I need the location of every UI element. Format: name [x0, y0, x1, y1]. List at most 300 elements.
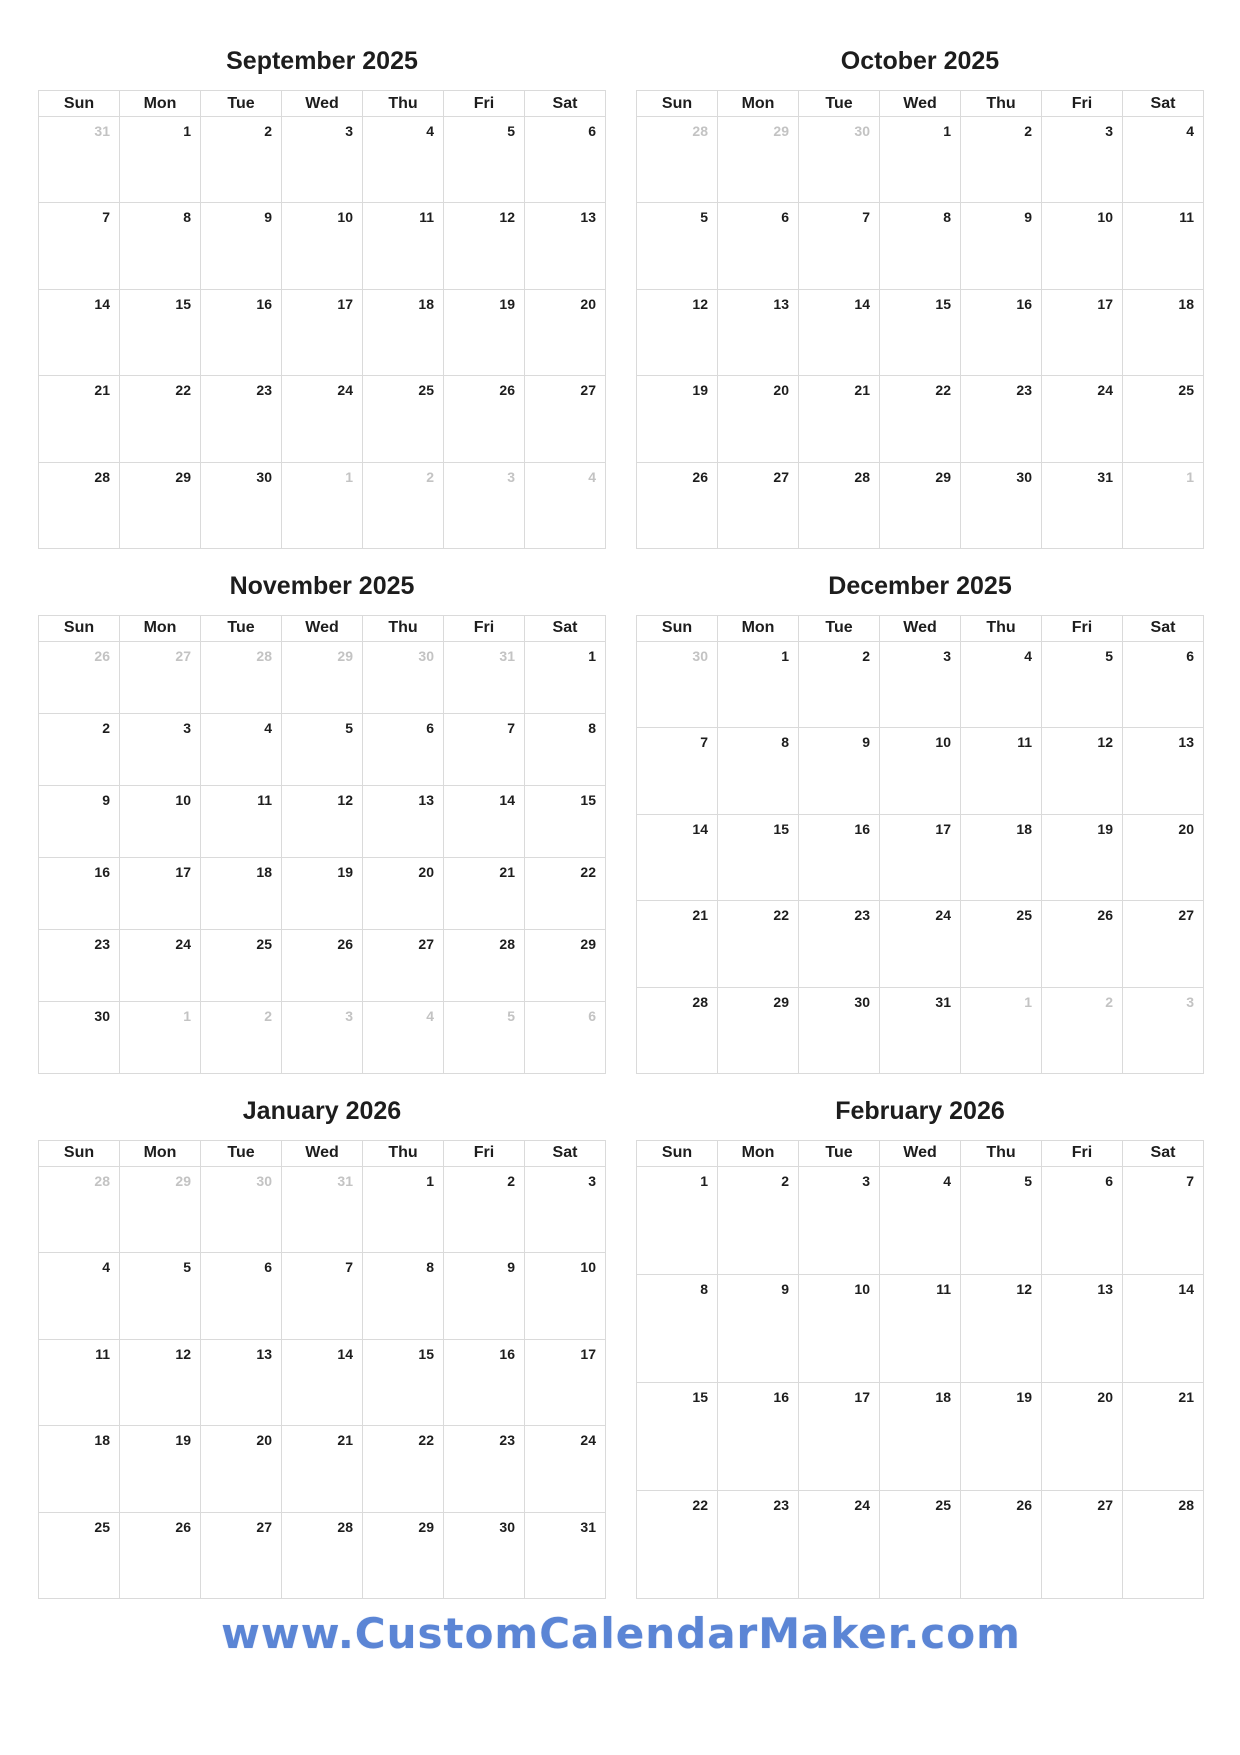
day-cell: 26 — [444, 376, 525, 462]
day-cell: 11 — [961, 728, 1042, 814]
day-cell: 7 — [39, 203, 120, 289]
day-cell: 15 — [637, 1382, 718, 1490]
month-block-december-2025 — [636, 571, 1204, 1074]
day-cell: 13 — [201, 1339, 282, 1425]
week-row — [39, 1512, 606, 1598]
weekday-header-sat: Sat — [1123, 615, 1204, 641]
day-cell: 26 — [961, 1490, 1042, 1598]
day-cell: 21 — [637, 901, 718, 987]
day-cell: 24 — [282, 376, 363, 462]
day-cell: 27 — [525, 376, 606, 462]
week-row — [39, 785, 606, 857]
day-cell: 7 — [444, 713, 525, 785]
day-cell: 6 — [363, 713, 444, 785]
adjacent-month-day-cell: 30 — [637, 641, 718, 727]
day-cell: 21 — [1123, 1382, 1204, 1490]
day-cell: 11 — [39, 1339, 120, 1425]
day-cell: 16 — [718, 1382, 799, 1490]
day-cell: 7 — [637, 728, 718, 814]
month-title: October 2025 — [840, 47, 1000, 75]
day-cell: 14 — [444, 785, 525, 857]
day-cell: 30 — [444, 1512, 525, 1598]
day-cell: 1 — [880, 117, 961, 203]
weekday-header-row — [39, 91, 606, 117]
month-title: January 2026 — [242, 1096, 402, 1125]
day-cell: 13 — [718, 289, 799, 375]
day-cell: 23 — [39, 929, 120, 1001]
day-cell: 13 — [525, 203, 606, 289]
day-cell: 25 — [961, 901, 1042, 987]
day-cell: 30 — [201, 462, 282, 548]
adjacent-month-day-cell: 1 — [120, 1001, 201, 1073]
day-cell: 19 — [1042, 814, 1123, 900]
day-cell: 18 — [961, 814, 1042, 900]
weekday-header-thu: Thu — [961, 1140, 1042, 1166]
week-row — [39, 289, 606, 375]
day-cell: 6 — [525, 117, 606, 203]
day-cell: 12 — [120, 1339, 201, 1425]
adjacent-month-day-cell: 31 — [39, 117, 120, 203]
day-cell: 26 — [282, 929, 363, 1001]
adjacent-month-day-cell: 29 — [120, 1166, 201, 1252]
day-cell: 13 — [1123, 728, 1204, 814]
day-cell: 21 — [39, 376, 120, 462]
weekday-header-sat: Sat — [1123, 1140, 1204, 1166]
day-cell: 8 — [637, 1274, 718, 1382]
weekday-header-tue: Tue — [201, 615, 282, 641]
day-cell: 18 — [39, 1426, 120, 1512]
week-row — [39, 929, 606, 1001]
day-cell: 17 — [1042, 289, 1123, 375]
day-cell: 3 — [525, 1166, 606, 1252]
week-row — [39, 1253, 606, 1339]
day-cell: 29 — [718, 987, 799, 1073]
adjacent-month-day-cell: 3 — [282, 1001, 363, 1073]
day-cell: 2 — [201, 117, 282, 203]
day-cell: 4 — [39, 1253, 120, 1339]
day-cell: 24 — [1042, 376, 1123, 462]
month-block-january-2026 — [38, 1096, 606, 1599]
day-cell: 12 — [961, 1274, 1042, 1382]
day-cell: 30 — [39, 1001, 120, 1073]
day-cell: 1 — [363, 1166, 444, 1252]
day-cell: 22 — [637, 1490, 718, 1598]
adjacent-month-day-cell: 2 — [1042, 987, 1123, 1073]
day-cell: 27 — [201, 1512, 282, 1598]
day-cell: 19 — [282, 857, 363, 929]
day-cell: 13 — [363, 785, 444, 857]
adjacent-month-day-cell: 1 — [1123, 462, 1204, 548]
weekday-header-wed: Wed — [282, 1140, 363, 1166]
adjacent-month-day-cell: 28 — [637, 117, 718, 203]
weekday-header-thu: Thu — [363, 615, 444, 641]
day-cell: 16 — [961, 289, 1042, 375]
adjacent-month-day-cell: 1 — [961, 987, 1042, 1073]
day-cell: 22 — [120, 376, 201, 462]
day-cell: 17 — [120, 857, 201, 929]
week-row — [637, 376, 1204, 462]
day-cell: 14 — [39, 289, 120, 375]
day-cell: 14 — [637, 814, 718, 900]
adjacent-month-day-cell: 31 — [282, 1166, 363, 1252]
day-cell: 24 — [799, 1490, 880, 1598]
weekday-header-wed: Wed — [880, 91, 961, 117]
day-cell: 20 — [718, 376, 799, 462]
day-cell: 16 — [799, 814, 880, 900]
day-cell: 25 — [880, 1490, 961, 1598]
day-cell: 28 — [1123, 1490, 1204, 1598]
months-grid — [38, 46, 1204, 1599]
month-table — [636, 615, 1204, 1074]
adjacent-month-day-cell: 30 — [201, 1166, 282, 1252]
day-cell: 7 — [1123, 1166, 1204, 1274]
day-cell: 2 — [39, 713, 120, 785]
weekday-header-mon: Mon — [718, 615, 799, 641]
weekday-header-sat: Sat — [525, 615, 606, 641]
month-table — [636, 90, 1204, 549]
day-cell: 7 — [282, 1253, 363, 1339]
day-cell: 6 — [1123, 641, 1204, 727]
day-cell: 23 — [718, 1490, 799, 1598]
day-cell: 22 — [525, 857, 606, 929]
day-cell: 15 — [718, 814, 799, 900]
day-cell: 4 — [363, 117, 444, 203]
weekday-header-tue: Tue — [799, 1140, 880, 1166]
day-cell: 1 — [120, 117, 201, 203]
day-cell: 29 — [363, 1512, 444, 1598]
weekday-header-wed: Wed — [880, 1140, 961, 1166]
day-cell: 20 — [1042, 1382, 1123, 1490]
month-title: December 2025 — [828, 571, 1012, 600]
week-row — [637, 641, 1204, 727]
weekday-header-sun: Sun — [637, 615, 718, 641]
day-cell: 19 — [637, 376, 718, 462]
weekday-header-sat: Sat — [1123, 91, 1204, 117]
day-cell: 5 — [1042, 641, 1123, 727]
day-cell: 4 — [961, 641, 1042, 727]
day-cell: 2 — [718, 1166, 799, 1274]
day-cell: 28 — [799, 462, 880, 548]
day-cell: 9 — [799, 728, 880, 814]
day-cell: 11 — [363, 203, 444, 289]
day-cell: 10 — [799, 1274, 880, 1382]
day-cell: 5 — [637, 203, 718, 289]
day-cell: 3 — [799, 1166, 880, 1274]
weekday-header-sat: Sat — [525, 1140, 606, 1166]
month-weeks — [637, 641, 1204, 1073]
day-cell: 12 — [637, 289, 718, 375]
weekday-header-mon: Mon — [120, 91, 201, 117]
day-cell: 20 — [201, 1426, 282, 1512]
day-cell: 3 — [120, 713, 201, 785]
month-table — [38, 90, 606, 549]
day-cell: 17 — [525, 1339, 606, 1425]
day-cell: 17 — [880, 814, 961, 900]
day-cell: 12 — [282, 785, 363, 857]
weekday-header-mon: Mon — [120, 1140, 201, 1166]
watermark-url[interactable]: www.CustomCalendarMaker.com — [221, 1608, 1021, 1658]
adjacent-month-day-cell: 4 — [363, 1001, 444, 1073]
day-cell: 20 — [1123, 814, 1204, 900]
day-cell: 1 — [637, 1166, 718, 1274]
day-cell: 9 — [444, 1253, 525, 1339]
weekday-header-wed: Wed — [282, 615, 363, 641]
day-cell: 6 — [201, 1253, 282, 1339]
day-cell: 8 — [120, 203, 201, 289]
day-cell: 15 — [525, 785, 606, 857]
week-row — [637, 203, 1204, 289]
day-cell: 30 — [961, 462, 1042, 548]
month-weeks — [637, 117, 1204, 549]
adjacent-month-day-cell: 6 — [525, 1001, 606, 1073]
day-cell: 7 — [799, 203, 880, 289]
day-cell: 15 — [120, 289, 201, 375]
adjacent-month-day-cell: 3 — [444, 462, 525, 548]
day-cell: 3 — [282, 117, 363, 203]
day-cell: 30 — [799, 987, 880, 1073]
day-cell: 31 — [1042, 462, 1123, 548]
day-cell: 14 — [1123, 1274, 1204, 1382]
day-cell: 23 — [201, 376, 282, 462]
day-cell: 9 — [39, 785, 120, 857]
day-cell: 2 — [799, 641, 880, 727]
day-cell: 21 — [799, 376, 880, 462]
week-row — [637, 1490, 1204, 1598]
month-title: September 2025 — [226, 47, 418, 75]
adjacent-month-day-cell: 31 — [444, 641, 525, 713]
weekday-header-fri: Fri — [1042, 615, 1123, 641]
day-cell: 8 — [880, 203, 961, 289]
day-cell: 11 — [1123, 203, 1204, 289]
weekday-header-tue: Tue — [201, 1140, 282, 1166]
weekday-header-mon: Mon — [718, 1140, 799, 1166]
month-table — [38, 1140, 606, 1599]
day-cell: 22 — [880, 376, 961, 462]
week-row — [39, 857, 606, 929]
day-cell: 17 — [799, 1382, 880, 1490]
day-cell: 28 — [282, 1512, 363, 1598]
weekday-header-fri: Fri — [444, 615, 525, 641]
day-cell: 4 — [1123, 117, 1204, 203]
week-row — [637, 1274, 1204, 1382]
weekday-header-tue: Tue — [799, 615, 880, 641]
weekday-header-row — [637, 91, 1204, 117]
weekday-header-fri: Fri — [444, 1140, 525, 1166]
day-cell: 9 — [961, 203, 1042, 289]
day-cell: 15 — [363, 1339, 444, 1425]
day-cell: 10 — [525, 1253, 606, 1339]
weekday-header-sun: Sun — [39, 615, 120, 641]
day-cell: 25 — [363, 376, 444, 462]
day-cell: 17 — [282, 289, 363, 375]
day-cell: 12 — [1042, 728, 1123, 814]
day-cell: 18 — [363, 289, 444, 375]
adjacent-month-day-cell: 27 — [120, 641, 201, 713]
month-weeks — [637, 1166, 1204, 1598]
weekday-header-mon: Mon — [120, 615, 201, 641]
day-cell: 10 — [880, 728, 961, 814]
month-block-november-2025 — [38, 571, 606, 1074]
day-cell: 16 — [39, 857, 120, 929]
week-row — [39, 641, 606, 713]
day-cell: 27 — [363, 929, 444, 1001]
week-row — [39, 713, 606, 785]
week-row — [637, 987, 1204, 1073]
weekday-header-sat: Sat — [525, 91, 606, 117]
day-cell: 15 — [880, 289, 961, 375]
day-cell: 3 — [880, 641, 961, 727]
adjacent-month-day-cell: 26 — [39, 641, 120, 713]
day-cell: 6 — [1042, 1166, 1123, 1274]
adjacent-month-day-cell: 30 — [799, 117, 880, 203]
day-cell: 8 — [718, 728, 799, 814]
day-cell: 2 — [444, 1166, 525, 1252]
month-title: November 2025 — [229, 571, 415, 600]
month-weeks — [39, 641, 606, 1073]
day-cell: 31 — [525, 1512, 606, 1598]
day-cell: 21 — [444, 857, 525, 929]
week-row — [39, 462, 606, 548]
day-cell: 24 — [525, 1426, 606, 1512]
day-cell: 27 — [1123, 901, 1204, 987]
day-cell: 4 — [880, 1166, 961, 1274]
day-cell: 2 — [961, 117, 1042, 203]
day-cell: 16 — [201, 289, 282, 375]
weekday-header-wed: Wed — [282, 91, 363, 117]
week-row — [39, 117, 606, 203]
month-table — [636, 1140, 1204, 1599]
month-title: February 2026 — [835, 1096, 1005, 1125]
day-cell: 28 — [637, 987, 718, 1073]
adjacent-month-day-cell: 28 — [39, 1166, 120, 1252]
day-cell: 12 — [444, 203, 525, 289]
day-cell: 24 — [880, 901, 961, 987]
adjacent-month-day-cell: 2 — [363, 462, 444, 548]
day-cell: 23 — [799, 901, 880, 987]
week-row — [637, 289, 1204, 375]
day-cell: 20 — [525, 289, 606, 375]
week-row — [637, 1382, 1204, 1490]
day-cell: 26 — [1042, 901, 1123, 987]
month-block-september-2025 — [38, 46, 606, 549]
day-cell: 5 — [444, 117, 525, 203]
weekday-header-thu: Thu — [961, 91, 1042, 117]
weekday-header-sun: Sun — [39, 1140, 120, 1166]
week-row — [39, 376, 606, 462]
weekday-header-fri: Fri — [1042, 1140, 1123, 1166]
week-row — [637, 462, 1204, 548]
day-cell: 13 — [1042, 1274, 1123, 1382]
day-cell: 18 — [880, 1382, 961, 1490]
day-cell: 31 — [880, 987, 961, 1073]
adjacent-month-day-cell: 30 — [363, 641, 444, 713]
day-cell: 23 — [444, 1426, 525, 1512]
day-cell: 5 — [120, 1253, 201, 1339]
day-cell: 19 — [120, 1426, 201, 1512]
day-cell: 22 — [718, 901, 799, 987]
day-cell: 19 — [961, 1382, 1042, 1490]
week-row — [637, 1166, 1204, 1274]
weekday-header-row — [637, 615, 1204, 641]
weekday-header-thu: Thu — [363, 1140, 444, 1166]
day-cell: 11 — [880, 1274, 961, 1382]
weekday-header-row — [637, 1140, 1204, 1166]
day-cell: 21 — [282, 1426, 363, 1512]
day-cell: 27 — [1042, 1490, 1123, 1598]
week-row — [637, 814, 1204, 900]
day-cell: 1 — [525, 641, 606, 713]
day-cell: 25 — [1123, 376, 1204, 462]
day-cell: 29 — [120, 462, 201, 548]
weekday-header-row — [39, 615, 606, 641]
weekday-header-fri: Fri — [1042, 91, 1123, 117]
day-cell: 16 — [444, 1339, 525, 1425]
day-cell: 4 — [201, 713, 282, 785]
weekday-header-sun: Sun — [39, 91, 120, 117]
day-cell: 25 — [39, 1512, 120, 1598]
week-row — [39, 203, 606, 289]
day-cell: 14 — [799, 289, 880, 375]
weekday-header-tue: Tue — [201, 91, 282, 117]
day-cell: 29 — [880, 462, 961, 548]
day-cell: 24 — [120, 929, 201, 1001]
adjacent-month-day-cell: 4 — [525, 462, 606, 548]
weekday-header-wed: Wed — [880, 615, 961, 641]
week-row — [637, 117, 1204, 203]
day-cell: 9 — [201, 203, 282, 289]
day-cell: 19 — [444, 289, 525, 375]
weekday-header-row — [39, 1140, 606, 1166]
day-cell: 23 — [961, 376, 1042, 462]
adjacent-month-day-cell: 28 — [201, 641, 282, 713]
adjacent-month-day-cell: 29 — [718, 117, 799, 203]
day-cell: 14 — [282, 1339, 363, 1425]
day-cell: 10 — [282, 203, 363, 289]
day-cell: 1 — [718, 641, 799, 727]
week-row — [39, 1339, 606, 1425]
week-row — [637, 901, 1204, 987]
weekday-header-tue: Tue — [799, 91, 880, 117]
weekday-header-sun: Sun — [637, 91, 718, 117]
adjacent-month-day-cell: 1 — [282, 462, 363, 548]
day-cell: 9 — [718, 1274, 799, 1382]
month-weeks — [39, 1166, 606, 1598]
day-cell: 26 — [637, 462, 718, 548]
adjacent-month-day-cell: 3 — [1123, 987, 1204, 1073]
week-row — [39, 1001, 606, 1073]
day-cell: 26 — [120, 1512, 201, 1598]
week-row — [39, 1166, 606, 1252]
day-cell: 28 — [444, 929, 525, 1001]
month-table — [38, 615, 606, 1074]
adjacent-month-day-cell: 29 — [282, 641, 363, 713]
adjacent-month-day-cell: 2 — [201, 1001, 282, 1073]
week-row — [39, 1426, 606, 1512]
month-weeks — [39, 117, 606, 549]
day-cell: 28 — [39, 462, 120, 548]
adjacent-month-day-cell: 5 — [444, 1001, 525, 1073]
day-cell: 5 — [282, 713, 363, 785]
weekday-header-fri: Fri — [444, 91, 525, 117]
day-cell: 3 — [1042, 117, 1123, 203]
weekday-header-thu: Thu — [961, 615, 1042, 641]
day-cell: 10 — [1042, 203, 1123, 289]
day-cell: 18 — [201, 857, 282, 929]
day-cell: 27 — [718, 462, 799, 548]
day-cell: 10 — [120, 785, 201, 857]
day-cell: 11 — [201, 785, 282, 857]
week-row — [637, 728, 1204, 814]
